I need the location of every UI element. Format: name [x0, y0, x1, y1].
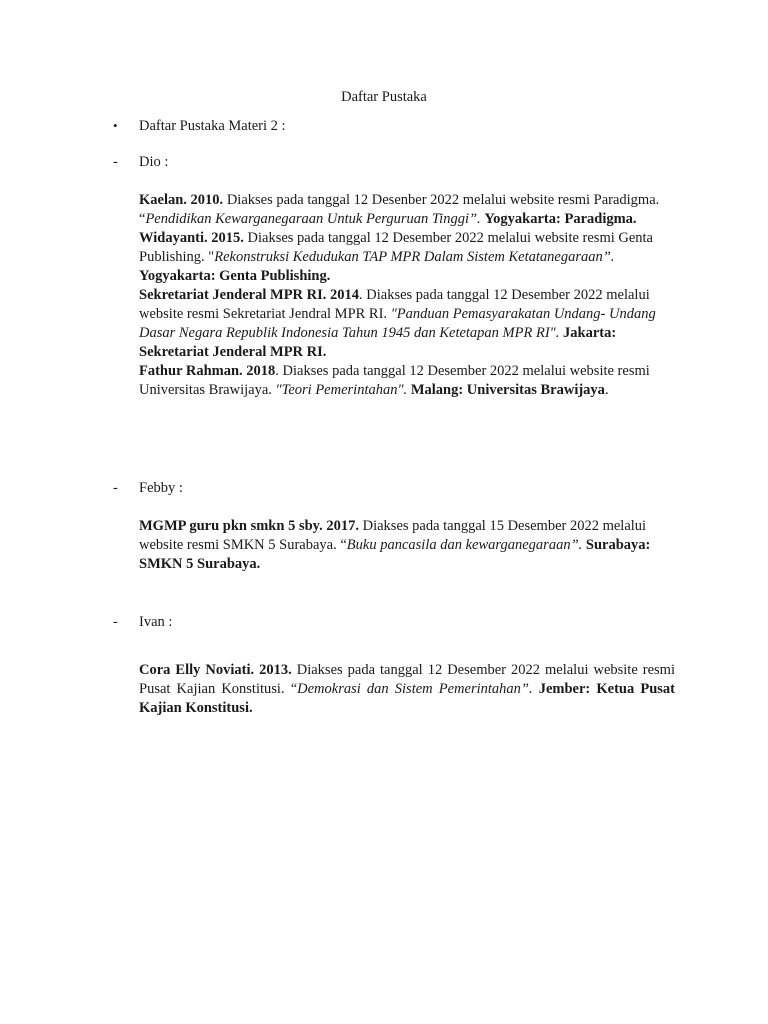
reference-entry	[139, 362, 675, 400]
reference-entry	[139, 229, 675, 286]
ref-title: Demokrasi dan Sistem Pemerintahan”.	[297, 681, 533, 697]
ref-title: Rekonstruksi Kedudukan TAP MPR Dalam Sistem Ketatanegaraan”.	[214, 249, 615, 265]
ref-author-year: Widayanti. 2015.	[139, 230, 244, 246]
ref-title: Buku pancasila dan kewarganegaraan”.	[346, 537, 583, 553]
ref-text: Diakses pada tanggal 15 Desember 2022 melalui website resmi SMKN 5 Surabaya. “	[139, 518, 647, 553]
ref-author-year: Kaelan. 2010.	[139, 192, 224, 208]
ref-publisher: Jember: Ketua Pusat Kajian Konstitusi.	[139, 681, 675, 716]
reference-entry	[139, 661, 675, 718]
dash-mark: -	[113, 154, 118, 170]
ref-text: . Diakses pada tanggal 12 Desember 2022 melalui website resmi Universitas Brawijaya.	[139, 363, 650, 398]
page-title: Daftar Pustaka	[341, 89, 427, 105]
ref-author-year: Fathur Rahman. 2018	[139, 363, 276, 379]
bullet-item	[113, 117, 286, 135]
dash-mark: -	[113, 480, 118, 496]
ref-publisher: Malang: Universitas Brawijaya	[410, 382, 605, 398]
ref-title: Pendidikan Kewarganegaraan Untuk Perguruan Tinggi”.	[145, 211, 481, 227]
section-heading-ivan	[113, 613, 172, 631]
section-label: Dio :	[139, 154, 169, 170]
bullet-text: Daftar Pustaka Materi 2 :	[139, 118, 286, 134]
reference-entry	[139, 517, 675, 574]
ref-author-year: MGMP guru pkn smkn 5 sby. 2017.	[139, 518, 359, 534]
ref-publisher: Jakarta: Sekretariat Jenderal MPR RI.	[139, 325, 617, 360]
section-refs-dio	[139, 191, 675, 400]
ref-title: "Teori Pemerintahan".	[275, 382, 408, 398]
ref-text: Diakses pada tanggal 12 Desember 2022 melalui website resmi Pusat Kajian Konstitusi. “	[139, 662, 675, 697]
ref-publisher: Surabaya: SMKN 5 Surabaya.	[139, 537, 651, 572]
ref-text: . Diakses pada tanggal 12 Desember 2022 melalui website resmi Sekretariat Jendral MPR RI.	[139, 287, 650, 322]
ref-text: Diakses pada tanggal 12 Desenber 2022 melalui website resmi Paradigma. “	[139, 192, 660, 227]
ref-publisher: Yogyakarta: Genta Publishing.	[139, 268, 331, 284]
ref-author-year: Sekretariat Jenderal MPR RI. 2014	[139, 287, 360, 303]
reference-entry	[139, 191, 675, 229]
section-heading-febby	[113, 479, 183, 497]
ref-publisher: Yogyakarta: Paradigma.	[484, 211, 637, 227]
bullet-mark: •	[113, 118, 118, 133]
ref-title: "Panduan Pemasyarakatan Undang- Undang Dasar Negara Republik Indonesia Tahun 1945 dan Ketetapan MPR RI".	[139, 306, 656, 341]
section-label: Ivan :	[139, 614, 173, 630]
section-refs-ivan	[139, 661, 675, 718]
ref-text: Diakses pada tanggal 12 Desember 2022 melalui website resmi Genta Publishing. "	[139, 230, 653, 265]
section-heading-dio	[113, 153, 168, 171]
reference-entry	[139, 286, 675, 362]
section-label: Febby :	[139, 480, 183, 496]
section-refs-febby	[139, 517, 675, 574]
dash-mark: -	[113, 614, 118, 630]
ref-text: .	[604, 382, 609, 398]
ref-author-year: Cora Elly Noviati. 2013.	[139, 662, 292, 678]
